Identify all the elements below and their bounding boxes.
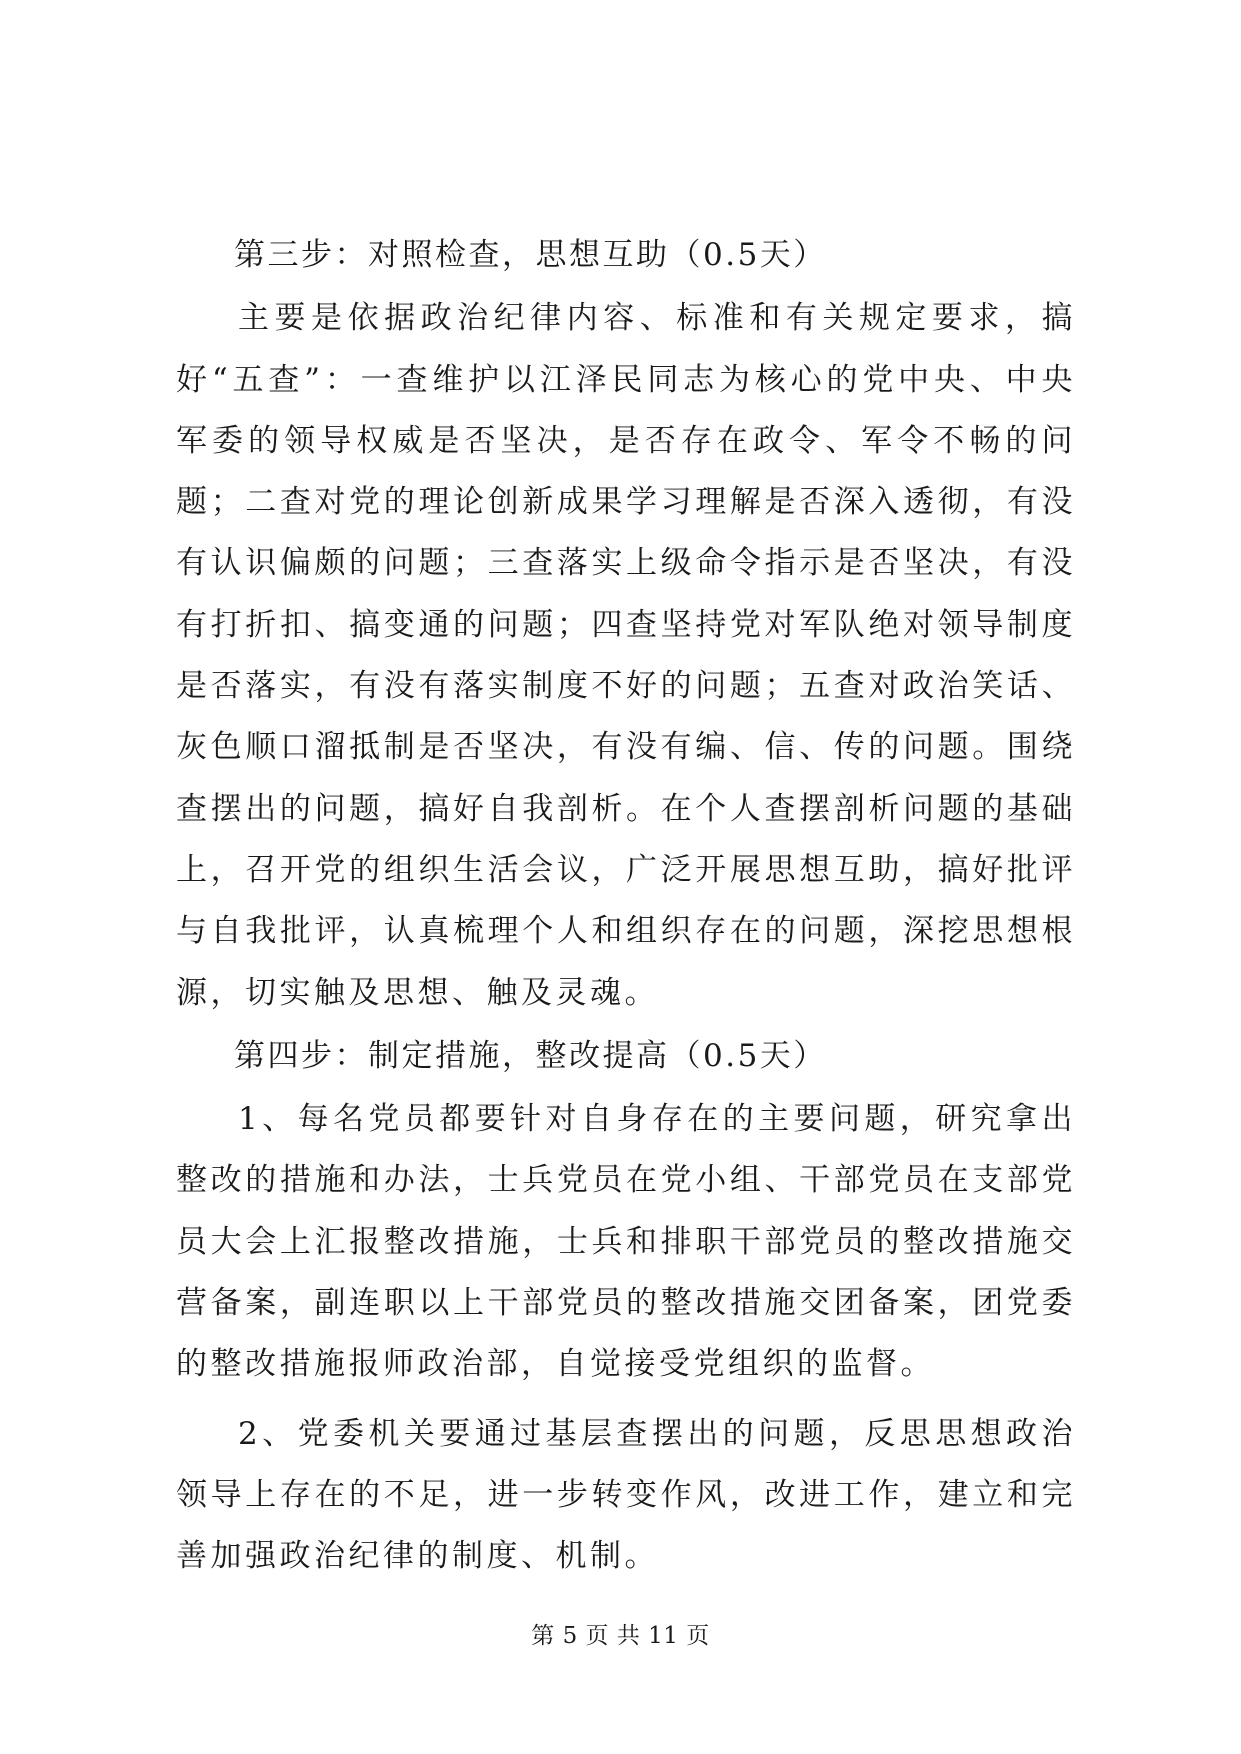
paragraph-item-1: 1、每名党员都要针对自身存在的主要问题，研究拿出整改的措施和办法，士兵党员在党小组、干部党员在支部党员大会上汇报整改措施，士兵和排职干部党员的整改措施交营备案，副连职以上干部党员的整改措施交团备案，团党委的整改措施报师政治部，自觉接受党组织的监督。 bbox=[176, 1101, 1076, 1383]
paragraph-five-checks: 主要是依据政治纪律内容、标准和有关规定要求，搞好“五查”：一查维护以江泽民同志为核心的党中央、中央军委的领导权威是否坚决，是否存在政令、军令不畅的问题；二查对党的理论创新成果学习理解是否深入透彻，有没有认识偏颇的问题；三查落实上级命令指示是否坚决，有没有打折扣、搞变通的问题；四查坚持党对军队绝对领导制度是否落实，有没有落实制度不好的问题；五查对政治笑话、灰色顺口溜抵制是否坚决，有没有编、信、传的问题。围绕查摆出的问题，搞好自我剖析。在个人查摆剖析问题的基础上，召开党的组织生活会议，广泛开展思想互助，搞好批评与自我批评，认真梳理个人和组织存在的问题，深挖思想根源，切实触及思想、触及灵魂。 bbox=[176, 300, 1076, 1011]
section-heading-step4: 第四步：制定措施，整改提高（0.5天） bbox=[234, 1037, 827, 1074]
paragraph-item-2: 2、党委机关要通过基层查摆出的问题，反思思想政治领导上存在的不足，进一步转变作风，改进工作，建立和完善加强政治纪律的制度、机制。 bbox=[176, 1415, 1076, 1575]
section-heading-step3: 第三步：对照检查，思想互助（0.5天） bbox=[234, 237, 827, 273]
page-number-footer: 第 5 页 共 11 页 bbox=[531, 1623, 710, 1649]
document-body bbox=[176, 225, 1076, 1588]
